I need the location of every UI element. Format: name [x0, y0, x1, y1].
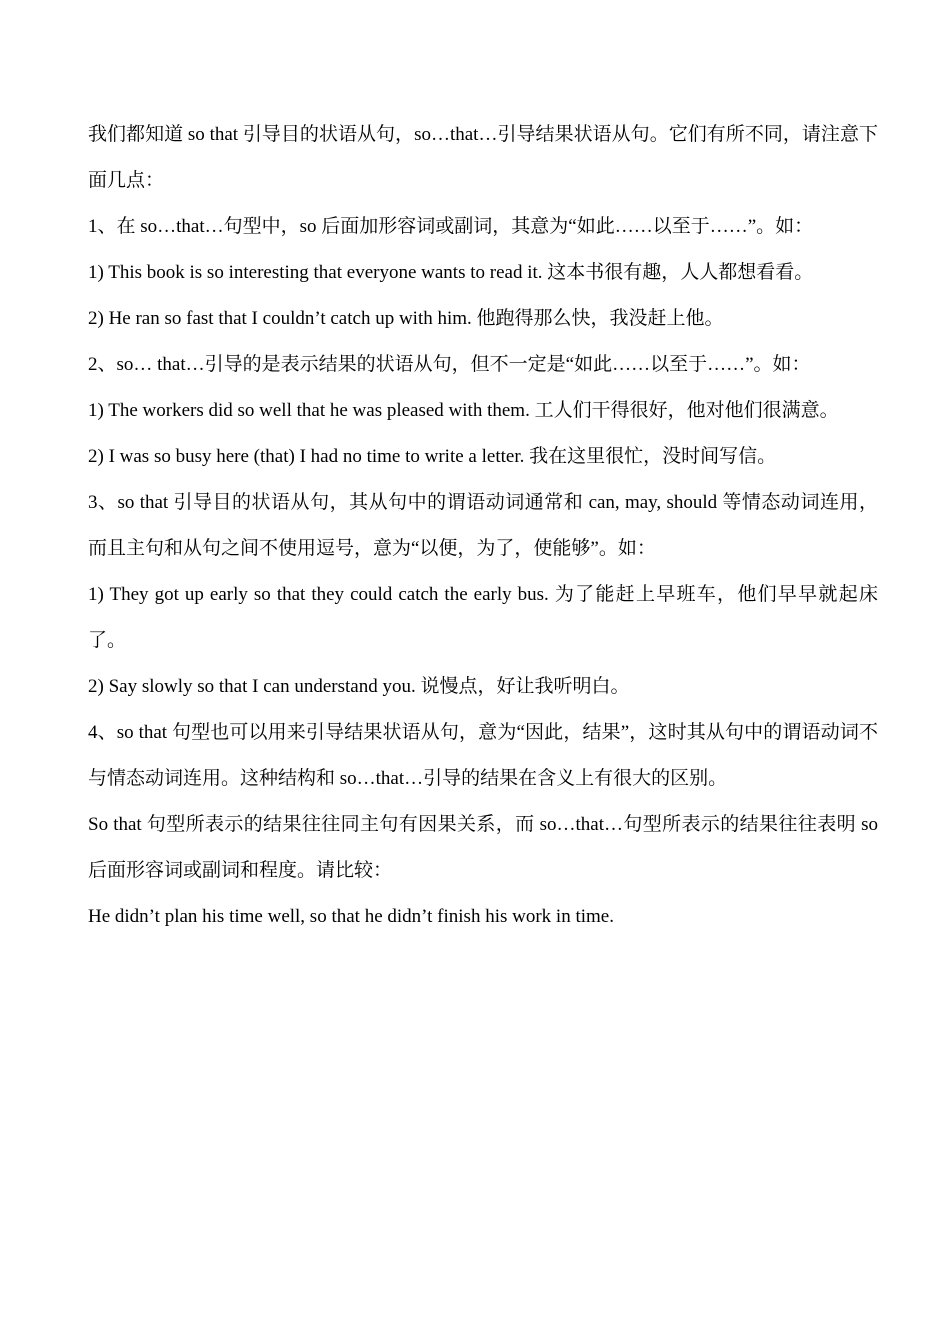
- comparison-example: He didn’t plan his time well, so that he didn’t finish his work in time.: [88, 906, 614, 927]
- intro-paragraph: 我们都知道 so that 引导目的状语从句，so…that…引导结果状语从句。它们有所不同，请注意下面几点：: [88, 124, 878, 191]
- comparison-paragraph: So that 句型所表示的结果往往同主句有因果关系，而 so…that…句型所表示的结果往往表明 so 后面形容词或副词和程度。请比较：: [88, 814, 878, 881]
- point-1-paragraph: 1、在 so…that…句型中，so 后面加形容词或副词，其意为“如此……以至于……”。如：: [88, 216, 814, 237]
- point-1-example-2: 2) He ran so fast that I couldn’t catch up with him. 他跑得那么快，我没赶上他。: [88, 308, 724, 329]
- point-2-example-1: 1) The workers did so well that he was pleased with them. 工人们干得很好，他对他们很满意。: [88, 400, 839, 421]
- point-4-paragraph: 4、so that 句型也可以用来引导结果状语从句，意为“因此，结果”，这时其从句中的谓语动词不与情态动词连用。这种结构和 so…that…引导的结果在含义上有很大的区别。: [88, 722, 878, 789]
- point-2-example-2: 2) I was so busy here (that) I had no time to write a letter. 我在这里很忙，没时间写信。: [88, 446, 777, 467]
- point-3-example-2: 2) Say slowly so that I can understand you. 说慢点，好让我听明白。: [88, 676, 630, 697]
- point-3-paragraph: 3、so that 引导目的状语从句，其从句中的谓语动词通常和 can, may, should 等情态动词连用，而且主句和从句之间不使用逗号，意为“以便，为了，使能够”。如：: [88, 492, 878, 559]
- document-page: [88, 112, 878, 940]
- point-2-paragraph: 2、so… that…引导的是表示结果的状语从句，但不一定是“如此……以至于……”。如：: [88, 354, 811, 375]
- point-3-example-1: 1) They got up early so that they could catch the early bus. 为了能赶上早班车，他们早早就起床了。: [88, 584, 878, 651]
- point-1-example-1: 1) This book is so interesting that everyone wants to read it. 这本书很有趣，人人都想看看。: [88, 262, 814, 283]
